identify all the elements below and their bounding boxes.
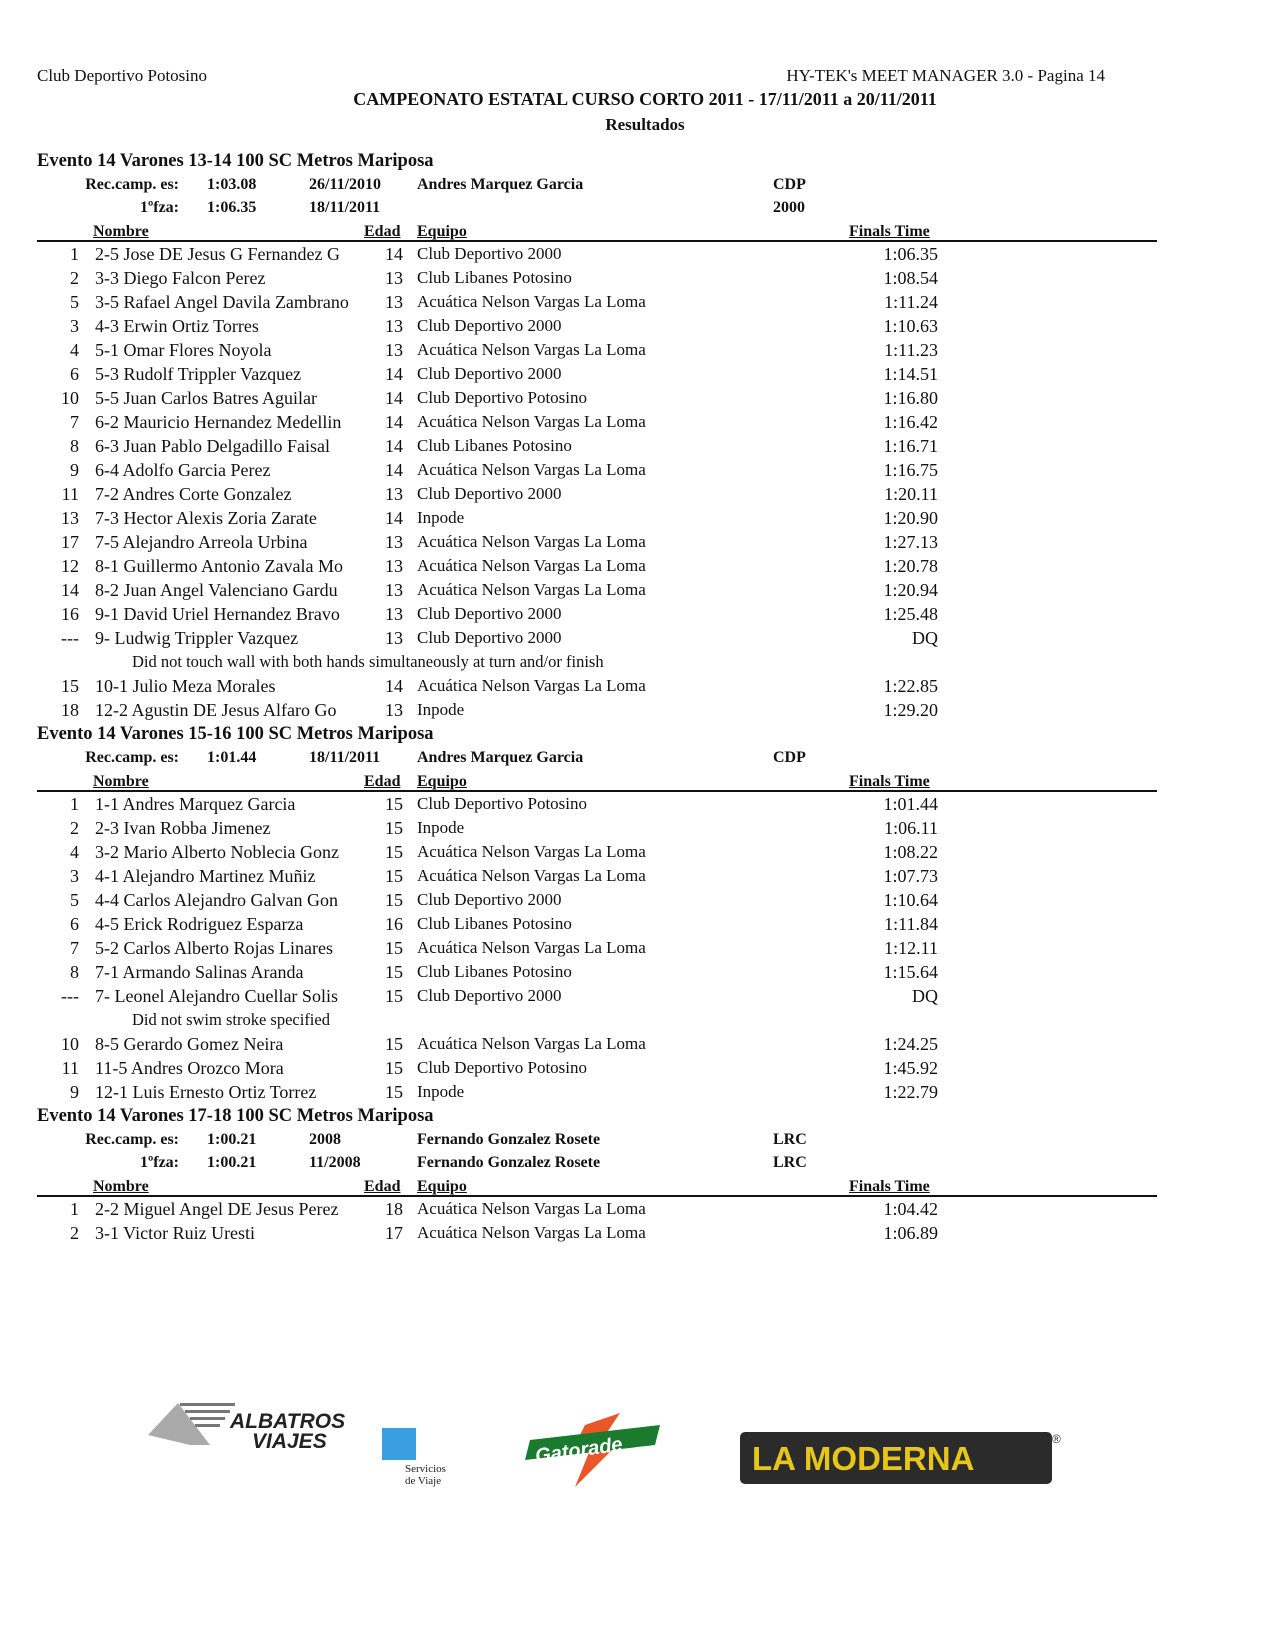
swimmer-name: 1-1 Andres Marquez Garcia — [95, 794, 296, 814]
column-age: Edad — [364, 223, 401, 240]
column-finals-time: Finals Time — [849, 223, 930, 240]
column-name: Nombre — [93, 223, 149, 240]
age: 15 — [385, 866, 403, 886]
team: Club Deportivo 2000 — [417, 316, 562, 335]
place: 13 — [61, 508, 79, 528]
swimmer-name: 4-1 Alejandro Martinez Muñiz — [95, 866, 316, 886]
place: 2 — [70, 818, 79, 838]
team: Club Libanes Potosino — [417, 268, 572, 287]
place: 10 — [61, 1034, 79, 1054]
albatros-logo — [148, 1403, 446, 1487]
result-row — [37, 314, 1157, 338]
result-row — [37, 936, 1157, 960]
swimmer-name: 4-4 Carlos Alejandro Galvan Gon — [95, 890, 338, 910]
place: 16 — [61, 604, 79, 624]
team: Acuática Nelson Vargas La Loma — [417, 340, 646, 359]
result-row — [37, 960, 1157, 984]
record-team: CDP — [773, 749, 806, 766]
place: 1 — [70, 794, 79, 814]
event-title: Evento 14 Varones 15-16 100 SC Metros Mariposa — [37, 724, 434, 744]
place: 4 — [70, 340, 79, 360]
result-row — [37, 1221, 1157, 1245]
finals-time: 1:11.23 — [884, 340, 938, 360]
record-holder: Fernando Gonzalez Rosete — [417, 1154, 601, 1171]
record-date: 26/11/2010 — [309, 176, 382, 193]
events-container — [37, 149, 1157, 1245]
result-row — [37, 816, 1157, 840]
swimmer-name: 2-5 Jose DE Jesus G Fernandez G — [95, 244, 340, 264]
sponsor-logos-graphic — [0, 1395, 1275, 1505]
finals-time: 1:01.44 — [883, 794, 938, 814]
column-team: Equipo — [417, 773, 467, 790]
result-row — [37, 578, 1157, 602]
age: 15 — [385, 938, 403, 958]
finals-time: 1:08.54 — [883, 268, 938, 288]
record-label: Rec.camp. es: — [85, 749, 179, 766]
team: Club Deportivo 2000 — [417, 986, 562, 1005]
svg-text:®: ® — [1052, 1432, 1061, 1446]
swimmer-name: 6-4 Adolfo Garcia Perez — [95, 460, 271, 480]
result-row — [37, 912, 1157, 936]
swimmer-name: 9-1 David Uriel Hernandez Bravo — [95, 604, 340, 624]
result-row — [37, 1197, 1157, 1221]
place: 8 — [70, 436, 79, 456]
result-row — [37, 434, 1157, 458]
place: 11 — [61, 484, 79, 504]
column-header-row — [37, 1174, 1157, 1197]
swimmer-name: 2-3 Ivan Robba Jimenez — [95, 818, 271, 838]
age: 15 — [385, 1034, 403, 1054]
result-row — [37, 1080, 1157, 1104]
record-line — [37, 196, 1157, 219]
finals-time: 1:14.51 — [883, 364, 938, 384]
finals-time: 1:16.42 — [883, 412, 938, 432]
record-team: 2000 — [773, 199, 805, 216]
record-team: CDP — [773, 176, 806, 193]
finals-time: 1:29.20 — [883, 700, 938, 720]
swimmer-name: 9- Ludwig Trippler Vazquez — [95, 628, 299, 648]
result-row — [37, 602, 1157, 626]
record-time: 1:00.21 — [207, 1131, 257, 1148]
age: 14 — [385, 460, 403, 480]
result-row — [37, 458, 1157, 482]
place: 7 — [70, 412, 79, 432]
team: Club Deportivo Potosino — [417, 1058, 588, 1077]
place: 11 — [61, 1058, 79, 1078]
swimmer-name: 7-3 Hector Alexis Zoria Zarate — [95, 508, 317, 528]
results-subtitle: Resultados — [605, 115, 685, 134]
age: 13 — [385, 316, 403, 336]
finals-time: 1:06.35 — [883, 244, 938, 264]
software-page-label: HY-TEK's MEET MANAGER 3.0 - Pagina 14 — [786, 66, 1105, 85]
place: 10 — [61, 388, 79, 408]
result-row — [37, 864, 1157, 888]
result-row — [37, 554, 1157, 578]
age: 14 — [385, 676, 403, 696]
column-age: Edad — [364, 1178, 401, 1195]
age: 17 — [385, 1223, 403, 1243]
team: Acuática Nelson Vargas La Loma — [417, 1034, 646, 1053]
place: 7 — [70, 938, 79, 958]
age: 14 — [385, 412, 403, 432]
swimmer-name: 5-2 Carlos Alberto Rojas Linares — [95, 938, 333, 958]
dq-reason: Did not touch wall with both hands simultaneously at turn and/or finish — [132, 652, 604, 671]
age: 14 — [385, 244, 403, 264]
finals-time: DQ — [912, 986, 938, 1006]
age: 13 — [385, 484, 403, 504]
event-section — [37, 1104, 1157, 1245]
record-date: 18/11/2011 — [309, 749, 381, 766]
dq-reason: Did not swim stroke specified — [132, 1010, 330, 1029]
result-row — [37, 888, 1157, 912]
team: Club Deportivo 2000 — [417, 628, 562, 647]
finals-time: 1:10.64 — [883, 890, 938, 910]
team: Acuática Nelson Vargas La Loma — [417, 556, 646, 575]
swimmer-name: 10-1 Julio Meza Morales — [95, 676, 276, 696]
finals-time: 1:11.24 — [884, 292, 938, 312]
team: Acuática Nelson Vargas La Loma — [417, 676, 646, 695]
place: 12 — [61, 556, 79, 576]
place: 5 — [70, 890, 79, 910]
svg-text:LA MODERNA: LA MODERNA — [752, 1440, 975, 1477]
event-section — [37, 722, 1157, 1104]
result-row — [37, 266, 1157, 290]
age: 13 — [385, 268, 403, 288]
team: Acuática Nelson Vargas La Loma — [417, 292, 646, 311]
meet-title: CAMPEONATO ESTATAL CURSO CORTO 2011 - 17/11/2011 a 20/11/2011 — [353, 89, 937, 109]
team: Club Libanes Potosino — [417, 436, 572, 455]
finals-time: 1:16.80 — [883, 388, 938, 408]
place: 6 — [70, 364, 79, 384]
swimmer-name: 6-3 Juan Pablo Delgadillo Faisal — [95, 436, 330, 456]
record-time: 1:03.08 — [207, 176, 257, 193]
result-row — [37, 482, 1157, 506]
age: 14 — [385, 508, 403, 528]
swimmer-name: 5-5 Juan Carlos Batres Aguilar — [95, 388, 317, 408]
finals-time: 1:25.48 — [883, 604, 938, 624]
result-row — [37, 1056, 1157, 1080]
age: 13 — [385, 556, 403, 576]
finals-time: 1:27.13 — [883, 532, 938, 552]
age: 16 — [385, 914, 403, 934]
age: 13 — [385, 604, 403, 624]
place: --- — [61, 986, 79, 1006]
finals-time: DQ — [912, 628, 938, 648]
result-row — [37, 984, 1157, 1008]
gatorade-logo — [525, 1413, 660, 1487]
record-label: 1ºfza: — [139, 1154, 179, 1171]
finals-time: 1:08.22 — [883, 842, 938, 862]
event-title: Evento 14 Varones 17-18 100 SC Metros Mariposa — [37, 1106, 434, 1126]
finals-time: 1:06.89 — [883, 1223, 938, 1243]
place: 2 — [70, 1223, 79, 1243]
swimmer-name: 11-5 Andres Orozco Mora — [95, 1058, 284, 1078]
record-line — [37, 1151, 1157, 1174]
place: 3 — [70, 316, 79, 336]
column-name: Nombre — [93, 773, 149, 790]
record-line — [37, 1128, 1157, 1151]
finals-time: 1:11.84 — [884, 914, 938, 934]
place: 3 — [70, 866, 79, 886]
age: 14 — [385, 436, 403, 456]
team: Acuática Nelson Vargas La Loma — [417, 1223, 646, 1242]
record-holder: Fernando Gonzalez Rosete — [417, 1131, 601, 1148]
result-row — [37, 840, 1157, 864]
result-row — [37, 1032, 1157, 1056]
age: 15 — [385, 962, 403, 982]
result-row — [37, 386, 1157, 410]
record-line — [37, 746, 1157, 769]
result-row — [37, 530, 1157, 554]
column-header-row — [37, 219, 1157, 242]
swimmer-name: 2-2 Miguel Angel DE Jesus Perez — [95, 1199, 339, 1219]
result-row — [37, 290, 1157, 314]
age: 15 — [385, 818, 403, 838]
team: Club Libanes Potosino — [417, 962, 572, 981]
svg-text:Gatorade: Gatorade — [533, 1433, 624, 1468]
place: 1 — [70, 244, 79, 264]
record-time: 1:01.44 — [207, 749, 257, 766]
place: 15 — [61, 676, 79, 696]
age: 13 — [385, 340, 403, 360]
finals-time: 1:15.64 — [883, 962, 938, 982]
result-row — [37, 674, 1157, 698]
place: 14 — [61, 580, 79, 600]
team: Inpode — [417, 508, 465, 527]
age: 14 — [385, 388, 403, 408]
team: Acuática Nelson Vargas La Loma — [417, 866, 646, 885]
team: Acuática Nelson Vargas La Loma — [417, 460, 646, 479]
club-name: Club Deportivo Potosino — [37, 66, 208, 85]
finals-time: 1:20.11 — [884, 484, 938, 504]
swimmer-name: 8-2 Juan Angel Valenciano Gardu — [95, 580, 338, 600]
column-finals-time: Finals Time — [849, 773, 930, 790]
swimmer-name: 3-5 Rafael Angel Davila Zambrano — [95, 292, 349, 312]
team: Club Deportivo 2000 — [417, 244, 562, 263]
result-row — [37, 242, 1157, 266]
result-row — [37, 506, 1157, 530]
team: Club Libanes Potosino — [417, 914, 572, 933]
place: --- — [61, 628, 79, 648]
age: 15 — [385, 1058, 403, 1078]
team: Acuática Nelson Vargas La Loma — [417, 580, 646, 599]
place: 5 — [70, 292, 79, 312]
record-label: 1ºfza: — [139, 199, 179, 216]
finals-time: 1:22.79 — [883, 1082, 938, 1102]
finals-time: 1:04.42 — [883, 1199, 938, 1219]
team: Acuática Nelson Vargas La Loma — [417, 412, 646, 431]
svg-text:Servicios: Servicios — [405, 1463, 446, 1475]
record-date: 11/2008 — [309, 1154, 361, 1171]
column-team: Equipo — [417, 1178, 467, 1195]
age: 15 — [385, 842, 403, 862]
team: Inpode — [417, 700, 465, 719]
dq-comment-row — [37, 650, 1157, 674]
age: 15 — [385, 1082, 403, 1102]
finals-time: 1:12.11 — [884, 938, 938, 958]
sponsor-logos — [0, 1395, 1275, 1505]
swimmer-name: 8-1 Guillermo Antonio Zavala Mo — [95, 556, 343, 576]
swimmer-name: 5-1 Omar Flores Noyola — [95, 340, 272, 360]
swimmer-name: 7-2 Andres Corte Gonzalez — [95, 484, 292, 504]
swimmer-name: 3-1 Victor Ruiz Uresti — [95, 1223, 256, 1243]
team: Inpode — [417, 1082, 465, 1101]
age: 15 — [385, 890, 403, 910]
place: 9 — [70, 1082, 79, 1102]
column-header-row — [37, 769, 1157, 792]
swimmer-name: 3-2 Mario Alberto Noblecia Gonz — [95, 842, 339, 862]
column-age: Edad — [364, 773, 401, 790]
team: Acuática Nelson Vargas La Loma — [417, 1199, 646, 1218]
age: 15 — [385, 986, 403, 1006]
age: 14 — [385, 364, 403, 384]
record-date: 2008 — [309, 1131, 341, 1148]
team: Acuática Nelson Vargas La Loma — [417, 842, 646, 861]
la-moderna-logo — [740, 1432, 1061, 1484]
team: Club Deportivo 2000 — [417, 604, 562, 623]
place: 8 — [70, 962, 79, 982]
dq-comment-row — [37, 1008, 1157, 1032]
record-time: 1:06.35 — [207, 199, 257, 216]
swimmer-name: 5-3 Rudolf Trippler Vazquez — [95, 364, 302, 384]
team: Club Deportivo Potosino — [417, 388, 588, 407]
record-label: Rec.camp. es: — [85, 176, 179, 193]
result-row — [37, 698, 1157, 722]
swimmer-name: 7-1 Armando Salinas Aranda — [95, 962, 304, 982]
finals-time: 1:20.90 — [883, 508, 938, 528]
place: 4 — [70, 842, 79, 862]
place: 17 — [61, 532, 79, 552]
svg-text:VIAJES: VIAJES — [252, 1430, 327, 1453]
record-holder: Andres Marquez Garcia — [417, 176, 584, 193]
age: 13 — [385, 292, 403, 312]
swimmer-name: 7- Leonel Alejandro Cuellar Solis — [95, 986, 338, 1006]
age: 13 — [385, 700, 403, 720]
finals-time: 1:06.11 — [884, 818, 938, 838]
team: Club Deportivo 2000 — [417, 364, 562, 383]
result-row — [37, 626, 1157, 650]
result-row — [37, 362, 1157, 386]
svg-text:de Viaje: de Viaje — [405, 1475, 442, 1487]
finals-time: 1:16.71 — [883, 436, 938, 456]
team: Club Deportivo 2000 — [417, 890, 562, 909]
column-name: Nombre — [93, 1178, 149, 1195]
place: 1 — [70, 1199, 79, 1219]
age: 18 — [385, 1199, 403, 1219]
record-team: LRC — [773, 1131, 807, 1148]
swimmer-name: 12-2 Agustin DE Jesus Alfaro Go — [95, 700, 337, 720]
finals-time: 1:10.63 — [883, 316, 938, 336]
swimmer-name: 4-5 Erick Rodriguez Esparza — [95, 914, 304, 934]
finals-time: 1:22.85 — [883, 676, 938, 696]
age: 13 — [385, 532, 403, 552]
event-title: Evento 14 Varones 13-14 100 SC Metros Mariposa — [37, 151, 434, 171]
finals-time: 1:45.92 — [883, 1058, 938, 1078]
finals-time: 1:24.25 — [883, 1034, 938, 1054]
record-date: 18/11/2011 — [309, 199, 381, 216]
place: 18 — [61, 700, 79, 720]
finals-time: 1:07.73 — [883, 866, 938, 886]
team: Club Deportivo 2000 — [417, 484, 562, 503]
swimmer-name: 7-5 Alejandro Arreola Urbina — [95, 532, 308, 552]
swimmer-name: 4-3 Erwin Ortiz Torres — [95, 316, 259, 336]
record-holder: Andres Marquez Garcia — [417, 749, 584, 766]
age: 13 — [385, 580, 403, 600]
place: 6 — [70, 914, 79, 934]
age: 13 — [385, 628, 403, 648]
place: 2 — [70, 268, 79, 288]
record-label: Rec.camp. es: — [85, 1131, 179, 1148]
swimmer-name: 8-5 Gerardo Gomez Neira — [95, 1034, 284, 1054]
finals-time: 1:20.78 — [883, 556, 938, 576]
result-row — [37, 338, 1157, 362]
swimmer-name: 3-3 Diego Falcon Perez — [95, 268, 266, 288]
swimmer-name: 6-2 Mauricio Hernandez Medellin — [95, 412, 342, 432]
swimmer-name: 12-1 Luis Ernesto Ortiz Torrez — [95, 1082, 317, 1102]
event-section — [37, 149, 1157, 722]
team: Inpode — [417, 818, 465, 837]
result-row — [37, 410, 1157, 434]
record-line — [37, 173, 1157, 196]
svg-text:ALBATROS: ALBATROS — [230, 1410, 346, 1433]
finals-time: 1:20.94 — [883, 580, 938, 600]
result-row — [37, 792, 1157, 816]
place: 9 — [70, 460, 79, 480]
team: Club Deportivo Potosino — [417, 794, 588, 813]
team: Acuática Nelson Vargas La Loma — [417, 532, 646, 551]
column-team: Equipo — [417, 223, 467, 240]
finals-time: 1:16.75 — [883, 460, 938, 480]
record-team: LRC — [773, 1154, 807, 1171]
team: Acuática Nelson Vargas La Loma — [417, 938, 646, 957]
column-finals-time: Finals Time — [849, 1178, 930, 1195]
age: 15 — [385, 794, 403, 814]
record-time: 1:00.21 — [207, 1154, 257, 1171]
